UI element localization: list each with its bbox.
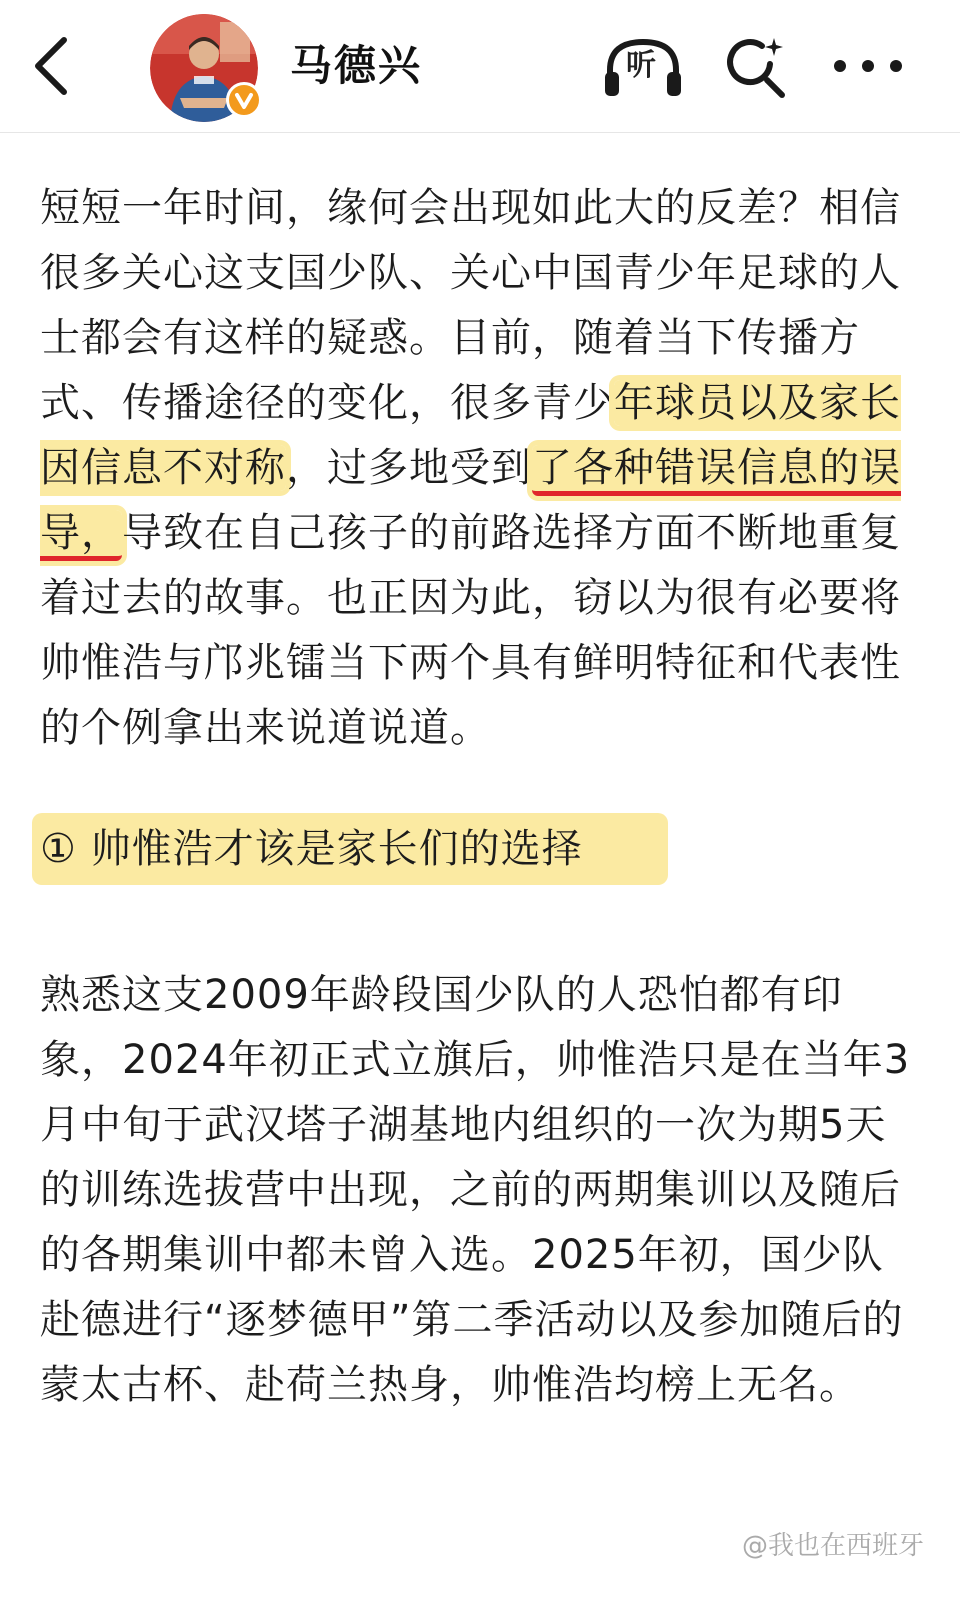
article-body	[40, 176, 920, 1418]
back-button[interactable]	[28, 34, 80, 98]
paragraph-text: 短短一年时间，缘何会出现如此大的反差？相信很多关心这支国少队、关心中国青少年足球的人士都会有这样的疑惑。目前，随着当下传播方式、传播途径的变化，很多青少	[40, 185, 901, 426]
verified-badge-icon	[226, 82, 262, 118]
top-bar	[0, 0, 960, 133]
search-button[interactable]	[722, 34, 788, 100]
highlighted-underlined-text: 了各种错误信息的误导，	[40, 445, 901, 561]
more-button[interactable]	[832, 44, 904, 88]
chevron-left-icon	[28, 34, 80, 98]
listen-label: 听	[626, 48, 656, 83]
paragraph-text: 导致在自己孩子的前路选择方面不断地重复着过去的故事。也正因为此，窃以为很有必要将帅惟浩与邝兆镭当下两个具有鲜明特征和代表性的个例拿出来说道说道。	[40, 510, 901, 751]
username[interactable]: 马德兴	[290, 41, 423, 90]
paragraph-body: 熟悉这支2009年龄段国少队的人恐怕都有印象，2024年初正式立旗后，帅惟浩只是在当年3月中旬于武汉塔子湖基地内组织的一次为期5天的训练选拔营中出现，之前的两期集训以及随后的各期集训中都未曾入选。2025年初，国少队赴德进行“逐梦德甲”第二季活动以及参加随后的蒙太古杯、赴荷兰热身，帅惟浩均榜上无名。	[40, 972, 911, 1408]
watermark: @我也在西班牙	[742, 1531, 925, 1561]
highlighted-text: 年球员以及家长因信息不对称	[40, 380, 901, 491]
section-heading: ① 帅惟浩才该是家长们的选择	[32, 813, 668, 885]
paragraph-text: ，过多地受到	[286, 445, 532, 491]
paragraph-intro	[40, 176, 920, 761]
listen-button[interactable]	[602, 36, 684, 98]
search-icon	[722, 34, 788, 100]
more-horizontal-icon	[832, 44, 904, 88]
avatar[interactable]	[150, 14, 258, 122]
